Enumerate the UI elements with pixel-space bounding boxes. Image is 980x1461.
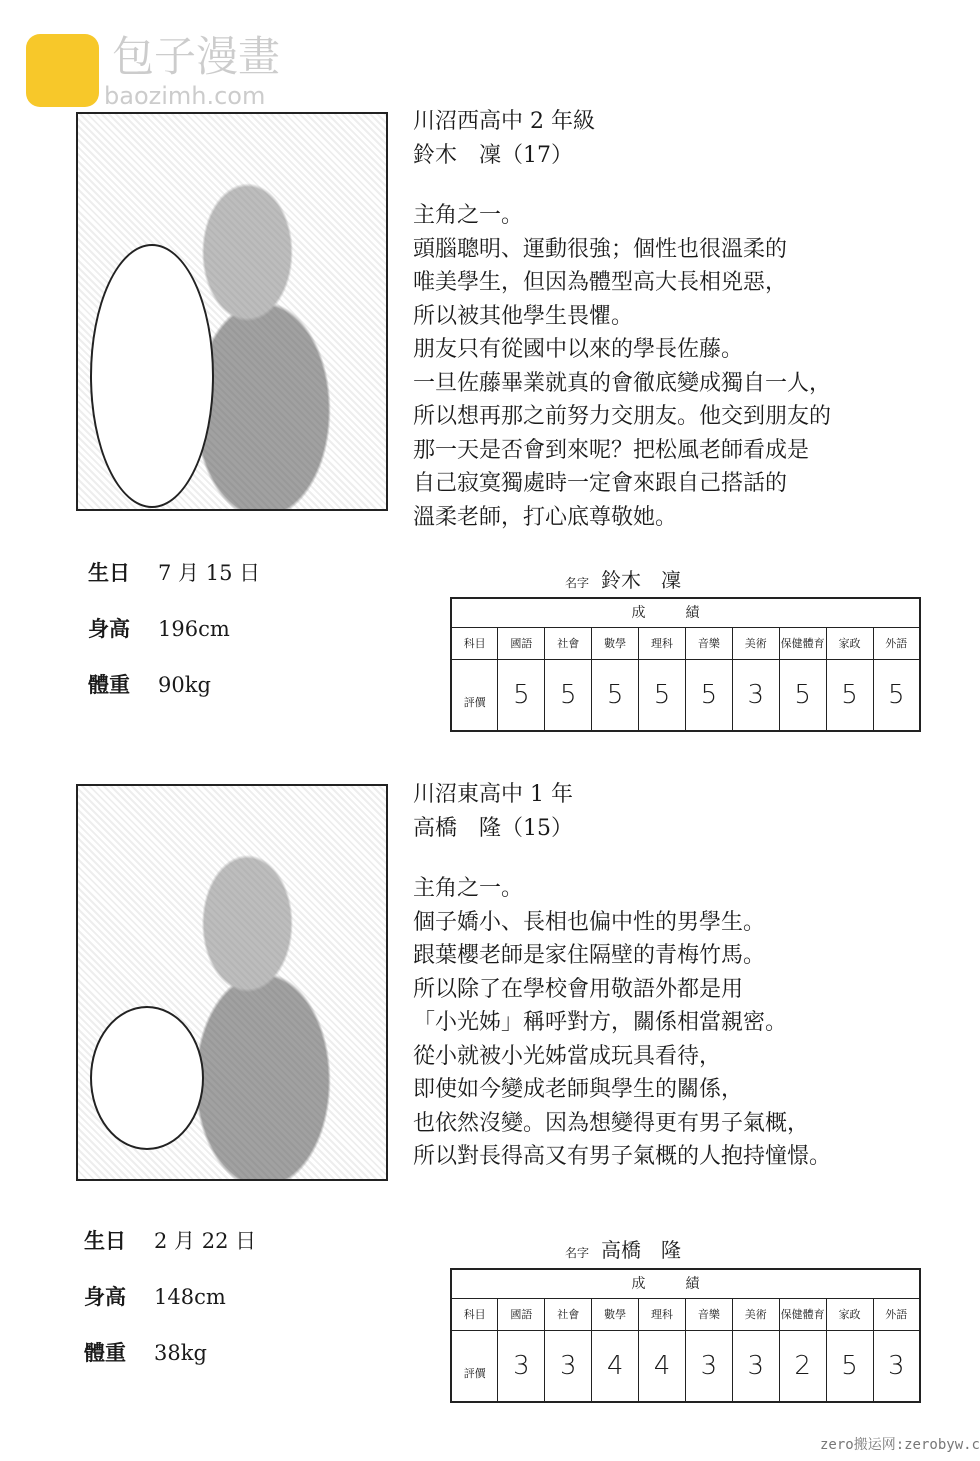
baozi-logo-icon xyxy=(26,34,99,107)
grade-value: 3 xyxy=(545,1331,592,1403)
report-name xyxy=(565,1238,681,1265)
subject-5: 美術 xyxy=(732,628,779,660)
weight-label: 體重 xyxy=(84,1340,126,1365)
grade-table xyxy=(450,597,921,732)
subject-8: 外語 xyxy=(873,628,920,660)
grade-value: 3 xyxy=(685,1331,732,1403)
bio-line: 個子嬌小、長相也偏中性的男學生。 xyxy=(413,909,766,935)
bio-line: 所以想再那之前努力交朋友。他交到朋友的 xyxy=(413,404,832,429)
height-value: 148cm xyxy=(154,1285,226,1309)
speech-bubble xyxy=(90,1006,204,1150)
name-label: 名字 xyxy=(565,1246,590,1260)
weight-label: 體重 xyxy=(88,672,130,697)
weight-value: 38kg xyxy=(154,1341,207,1365)
grade-value: 4 xyxy=(592,1331,639,1403)
grade-label: 評價 xyxy=(451,660,498,732)
report-name xyxy=(565,568,681,595)
subject-label: 科目 xyxy=(451,628,498,660)
subject-5: 美術 xyxy=(732,1299,779,1331)
bio-line: 即使如今變成老師與學生的關係， xyxy=(413,1077,744,1102)
subject-7: 家政 xyxy=(826,628,873,660)
bio-line: 主角之一。 xyxy=(413,876,524,901)
subject-4: 音樂 xyxy=(685,628,732,660)
subject-label: 科目 xyxy=(451,1299,498,1331)
grade-value: 5 xyxy=(685,660,732,732)
name-value: 鈴木 凜 xyxy=(601,568,682,592)
height-value: 196cm xyxy=(158,617,230,641)
birthday-label: 生日 xyxy=(88,560,130,585)
birthday-value: 7 月 15 日 xyxy=(158,561,261,585)
watermark-url: baozimh.com xyxy=(104,82,266,110)
bio-line: 「小光姊」稱呼對方，關係相當親密。 xyxy=(413,1010,788,1035)
subject-4: 音樂 xyxy=(685,1299,732,1331)
subject-0: 國語 xyxy=(498,1299,545,1331)
grade-table xyxy=(450,1268,921,1403)
grades-header: 成績 xyxy=(451,1269,920,1299)
grade-label: 評價 xyxy=(451,1331,498,1403)
bio-line: 唯美學生，但因為體型高大長相兇惡， xyxy=(413,270,788,295)
subject-7: 家政 xyxy=(826,1299,873,1331)
height-label: 身高 xyxy=(88,616,130,641)
bio-line: 頭腦聰明、運動很強；個性也很溫柔的 xyxy=(413,236,788,262)
bio-line: 從小就被小光姊當成玩具看待， xyxy=(413,1043,722,1069)
subject-6: 保健體育 xyxy=(779,628,826,660)
school-grade: 川沼西高中 2 年級 xyxy=(413,109,595,134)
grade-value: 2 xyxy=(779,1331,826,1403)
grades-header: 成績 xyxy=(451,598,920,628)
character-illustration xyxy=(76,784,388,1181)
character-stats xyxy=(84,1228,256,1396)
subject-2: 數學 xyxy=(592,1299,639,1331)
school-grade: 川沼東高中 1 年 xyxy=(413,782,573,807)
weight-value: 90kg xyxy=(158,673,211,697)
grade-value: 5 xyxy=(639,660,686,732)
subject-3: 理科 xyxy=(639,628,686,660)
birthday-value: 2 月 22 日 xyxy=(154,1229,257,1253)
subject-8: 外語 xyxy=(873,1299,920,1331)
grade-value: 5 xyxy=(826,1331,873,1403)
footer-watermark: zero搬运网:zerobyw.c xyxy=(819,1437,980,1453)
name-value: 高橋 隆 xyxy=(601,1238,682,1262)
height-label: 身高 xyxy=(84,1284,126,1309)
grade-value: 3 xyxy=(732,660,779,732)
name-age: 鈴木 凜（17） xyxy=(413,142,573,168)
subject-6: 保健體育 xyxy=(779,1299,826,1331)
bio-line: 所以對長得高又有男子氣概的人抱持憧憬。 xyxy=(413,1144,832,1169)
name-label: 名字 xyxy=(565,576,590,590)
grade-value: 3 xyxy=(732,1331,779,1403)
name-age: 高橋 隆（15） xyxy=(413,815,573,841)
subject-2: 數學 xyxy=(592,628,639,660)
grade-value: 4 xyxy=(639,1331,686,1403)
bio-line: 所以被其他學生畏懼。 xyxy=(413,303,634,329)
bio-line: 朋友只有從國中以來的學長佐藤。 xyxy=(413,337,744,362)
bio-line: 那一天是否會到來呢？把松風老師看成是 xyxy=(413,437,810,463)
subject-0: 國語 xyxy=(498,628,545,660)
grade-value: 5 xyxy=(592,660,639,732)
subject-1: 社會 xyxy=(545,628,592,660)
watermark-title: 包子漫畫 xyxy=(112,32,281,81)
bio-line: 一旦佐藤畢業就真的會徹底變成獨自一人， xyxy=(413,370,832,396)
bio-line: 自己寂寞獨處時一定會來跟自己搭話的 xyxy=(413,471,788,496)
bio-line: 也依然沒變。因為想變得更有男子氣概， xyxy=(413,1110,810,1136)
speech-bubble xyxy=(90,244,214,508)
bio-line: 跟葉櫻老師是家住隔壁的青梅竹馬。 xyxy=(413,943,766,968)
birthday-label: 生日 xyxy=(84,1228,126,1253)
grade-value: 5 xyxy=(826,660,873,732)
character-illustration xyxy=(76,112,388,511)
character-bio xyxy=(413,105,831,534)
bio-line: 溫柔老師，打心底尊敬她。 xyxy=(413,504,678,530)
grade-value: 3 xyxy=(873,1331,920,1403)
grade-value: 5 xyxy=(873,660,920,732)
subject-1: 社會 xyxy=(545,1299,592,1331)
character-bio xyxy=(413,778,831,1174)
character-stats xyxy=(88,560,260,728)
grade-value: 5 xyxy=(545,660,592,732)
bio-line: 所以除了在學校會用敬語外都是用 xyxy=(413,976,744,1002)
grade-value: 3 xyxy=(498,1331,545,1403)
grade-value: 5 xyxy=(498,660,545,732)
grade-value: 5 xyxy=(779,660,826,732)
subject-3: 理科 xyxy=(639,1299,686,1331)
bio-line: 主角之一。 xyxy=(413,203,524,228)
